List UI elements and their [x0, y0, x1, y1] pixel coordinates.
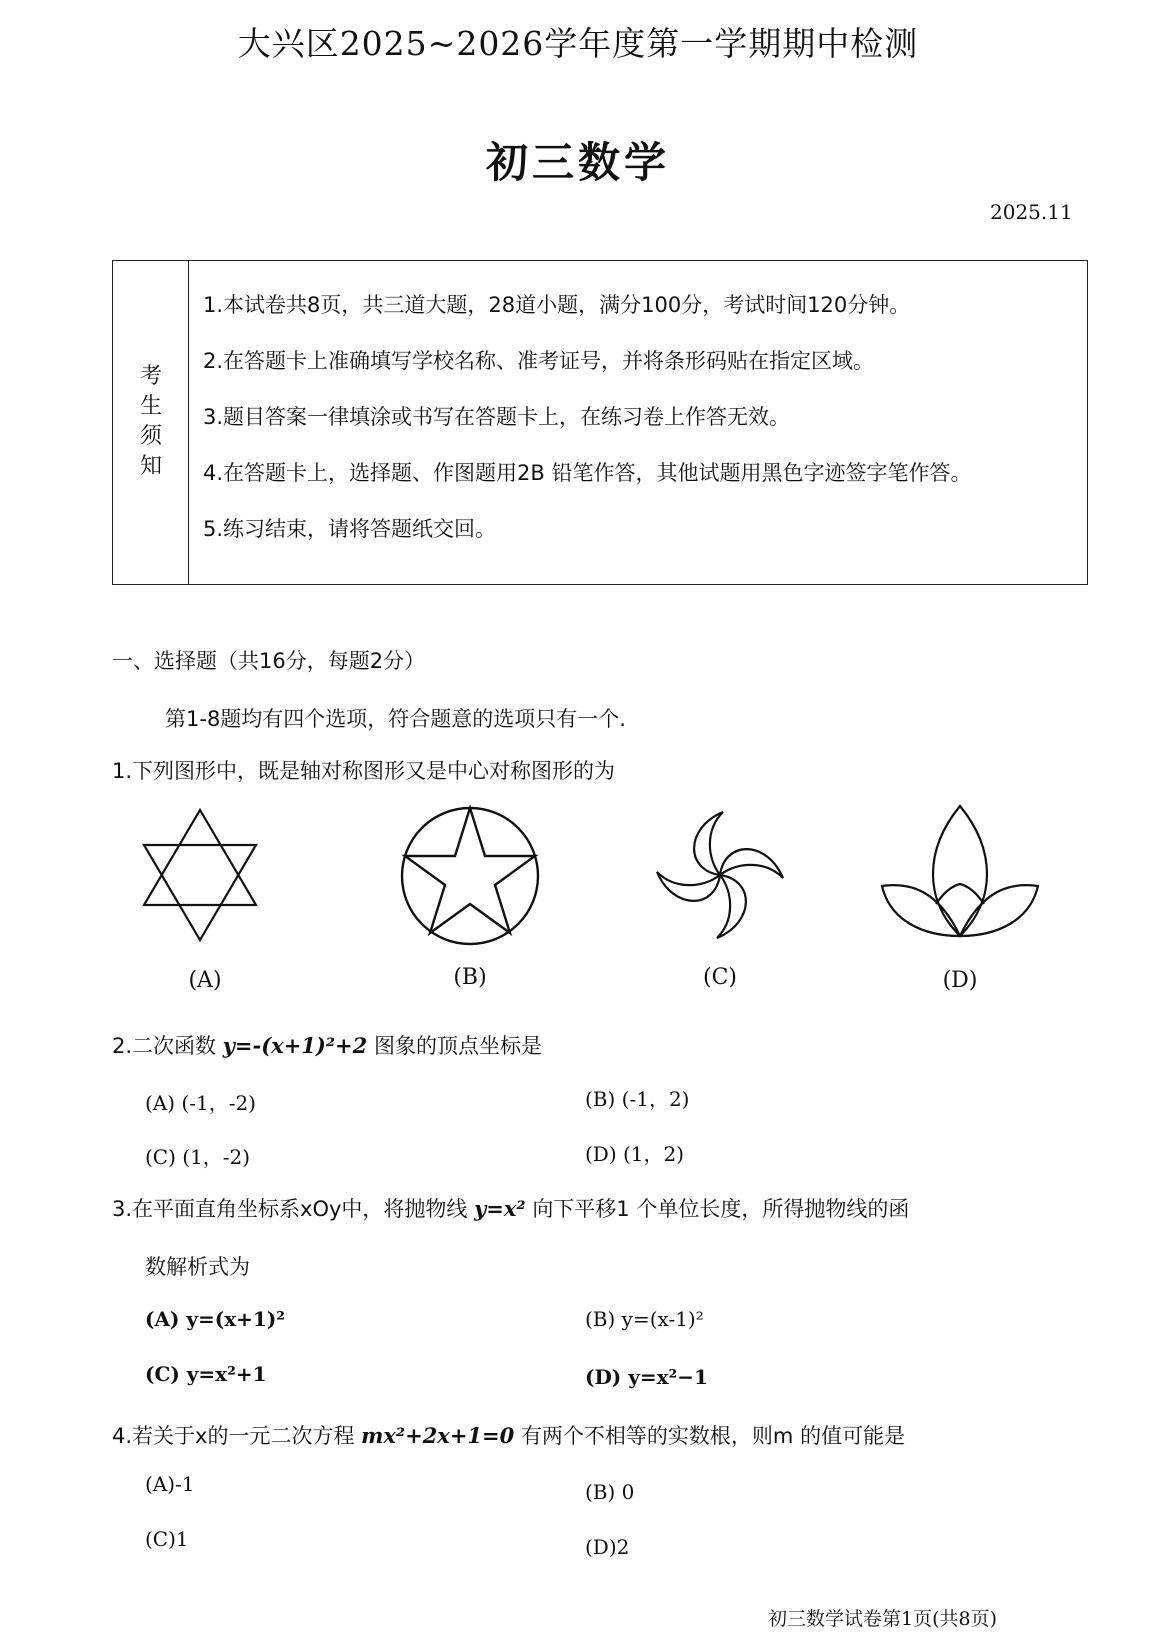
question-3-stem-pre: 3.在平面直角坐标系xOy中，将抛物线: [112, 1197, 468, 1221]
notice-label-char: 须: [139, 424, 162, 449]
figure-label-d: (D): [942, 968, 978, 993]
question-3-stem-cont: 数解析式为: [145, 1255, 250, 1279]
exam-subject: 初三数学: [485, 138, 670, 187]
question-3-option-d: (D) y=x²−1: [585, 1365, 708, 1389]
notice-item: 5.练习结束，请将答题纸交回。: [203, 517, 497, 541]
question-4-stem-pre: 4.若关于x的一元二次方程: [112, 1424, 355, 1448]
notice-item: 1.本试卷共8页，共三道大题，28道小题，满分100分，考试时间120分钟。: [203, 293, 911, 317]
notice-item: 3.题目答案一律填涂或书写在答题卡上，在练习卷上作答无效。: [203, 405, 791, 429]
notice-item: 4.在答题卡上，选择题、作图题用2B 铅笔作答，其他试题用黑色字迹签字笔作答。: [203, 461, 972, 485]
question-4-formula: mx²+2x+1=0: [361, 1423, 515, 1448]
question-2-option-c: (C) (1，-2): [145, 1145, 251, 1169]
question-2-option-b: (B) (-1，2): [585, 1087, 690, 1111]
question-4-option-a: (A)-1: [145, 1472, 195, 1496]
question-2-option-a: (A) (-1，-2): [145, 1091, 256, 1115]
page-footer: 初三数学试卷第1页(共8页): [768, 1608, 998, 1630]
question-2-option-d: (D) (1，2): [585, 1142, 685, 1166]
notice-item: 2.在答题卡上准确填写学校名称、准考证号，并将条形码贴在指定区域。: [203, 349, 875, 373]
figure-label-a: (A): [188, 968, 222, 993]
figure-label-b: (B): [453, 965, 487, 990]
question-1-stem: 1.下列图形中，既是轴对称图形又是中心对称图形的为: [112, 759, 616, 783]
hexagram-figure: [135, 800, 265, 950]
notice-label-char: 生: [139, 394, 162, 419]
question-2-formula: y=-(x+1)²+2: [222, 1033, 368, 1058]
question-3-stem-post: 向下平移1 个单位长度，所得抛物线的函: [532, 1197, 910, 1221]
question-3-option-b: (B) y=(x-1)²: [585, 1307, 704, 1331]
exam-title: 大兴区2025~2026学年度第一学期期中检测: [237, 24, 919, 63]
section-title: 一、选择题（共16分，每题2分）: [112, 649, 426, 673]
question-2-stem-post: 图象的顶点坐标是: [373, 1034, 542, 1058]
notice-label: [113, 261, 189, 584]
question-3-option-a: (A) y=(x+1)²: [145, 1307, 286, 1331]
notice-label-char: 知: [139, 454, 162, 479]
question-2-stem: [112, 1030, 542, 1060]
figure-label-c: (C): [703, 965, 737, 990]
question-2-stem-pre: 2.二次函数: [112, 1034, 217, 1058]
question-4-option-c: (C)1: [145, 1527, 189, 1551]
lotus-figure: [880, 800, 1040, 950]
question-3-option-c: (C) y=x²+1: [145, 1362, 267, 1386]
question-4-stem: [112, 1420, 905, 1450]
question-4-stem-post: 有两个不相等的实数根，则m 的值可能是: [520, 1424, 906, 1448]
question-4-option-d: (D)2: [585, 1535, 630, 1559]
exam-date: 2025.11: [990, 200, 1073, 224]
notice-box: [112, 260, 1088, 585]
pinwheel-figure: [645, 800, 795, 950]
question-3-stem: [112, 1193, 909, 1223]
notice-label-char: 考: [139, 364, 162, 389]
circle-star-figure: [395, 800, 545, 950]
question-4-option-b: (B) 0: [585, 1480, 635, 1504]
question-3-formula: y=x²: [474, 1196, 526, 1221]
section-instruction: 第1-8题均有四个选项，符合题意的选项只有一个.: [165, 707, 626, 731]
